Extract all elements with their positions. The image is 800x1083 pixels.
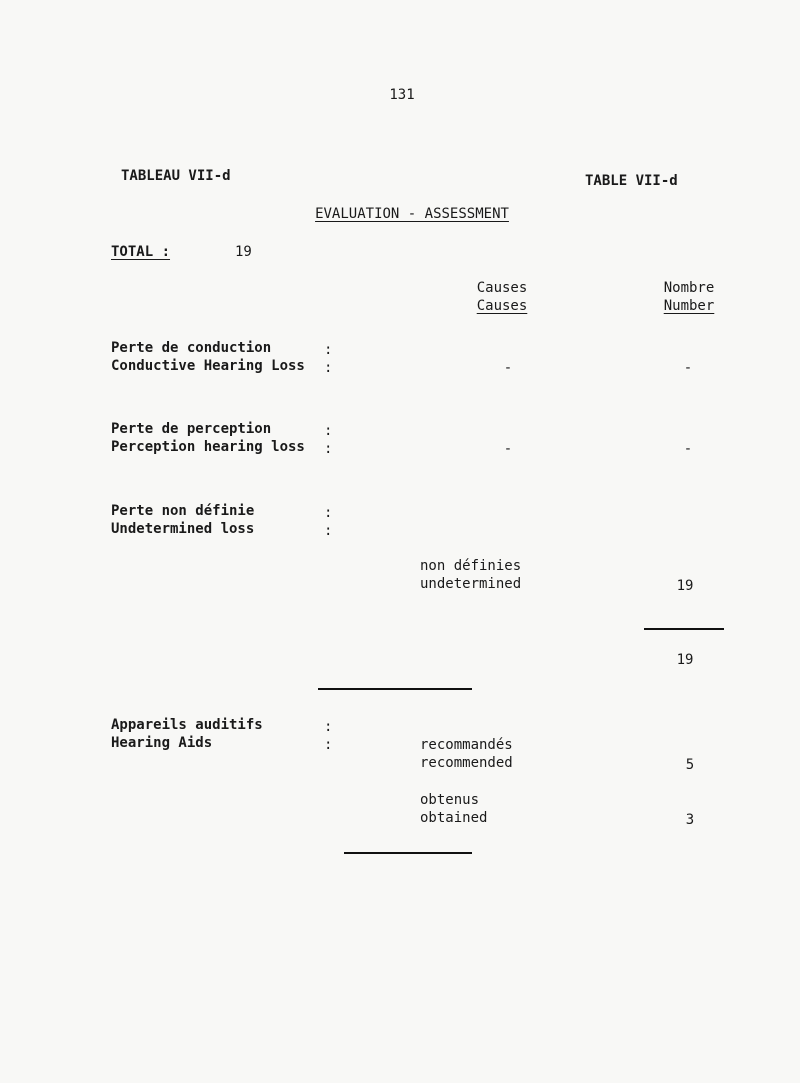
perception-colon-fr: : <box>324 423 333 439</box>
bottom-rule <box>344 852 472 854</box>
hearing-aids-colon-fr: : <box>324 719 333 735</box>
recommended-number: 5 <box>685 757 695 773</box>
undetermined-cause-fr: non définies <box>420 558 522 574</box>
hearing-aids-colon-en: : <box>324 737 333 753</box>
conduction-colon-en: : <box>324 360 333 376</box>
recommended-label-en: recommended <box>420 755 513 771</box>
number-header-en: Number <box>663 298 715 314</box>
undetermined-colon-fr: : <box>324 505 333 521</box>
undetermined-number: 19 <box>676 578 694 594</box>
hearing-aids-label-en: Hearing Aids <box>111 735 213 751</box>
causes-header-en: Causes <box>476 298 528 314</box>
obtained-label-fr: obtenus <box>420 792 480 808</box>
perception-label-en: Perception hearing loss <box>111 439 305 455</box>
undetermined-label-en: Undetermined loss <box>111 521 255 537</box>
conduction-label-en: Conductive Hearing Loss <box>111 358 305 374</box>
undetermined-colon-en: : <box>324 523 333 539</box>
recommended-label-fr: recommandés <box>420 737 513 753</box>
undetermined-label-fr: Perte non définie <box>111 503 255 519</box>
hearing-aids-label-fr: Appareils auditifs <box>111 717 263 733</box>
number-header-fr: Nombre <box>663 280 715 296</box>
total-label: TOTAL : <box>111 244 171 260</box>
conduction-label-fr: Perte de conduction <box>111 340 272 356</box>
perception-colon-en: : <box>324 441 333 457</box>
subtotal-rule <box>644 628 724 630</box>
conduction-number: - <box>683 360 693 376</box>
assessment-title: EVALUATION - ASSESSMENT <box>315 206 509 222</box>
perception-label-fr: Perte de perception <box>111 421 272 437</box>
conduction-cause: - <box>503 360 513 376</box>
undetermined-cause-en: undetermined <box>420 576 522 592</box>
conduction-colon-fr: : <box>324 342 333 358</box>
perception-number: - <box>683 441 693 457</box>
causes-header-fr: Causes <box>476 280 528 296</box>
page-number: 131 <box>389 87 415 103</box>
obtained-label-en: obtained <box>420 810 488 826</box>
perception-cause: - <box>503 441 513 457</box>
total-value: 19 <box>235 244 252 260</box>
table-label-fr: TABLEAU VII-d <box>121 168 231 184</box>
table-label-en: TABLE VII-d <box>585 173 678 189</box>
obtained-number: 3 <box>685 812 695 828</box>
subtotal-value: 19 <box>676 652 694 668</box>
section-divider <box>318 688 472 690</box>
